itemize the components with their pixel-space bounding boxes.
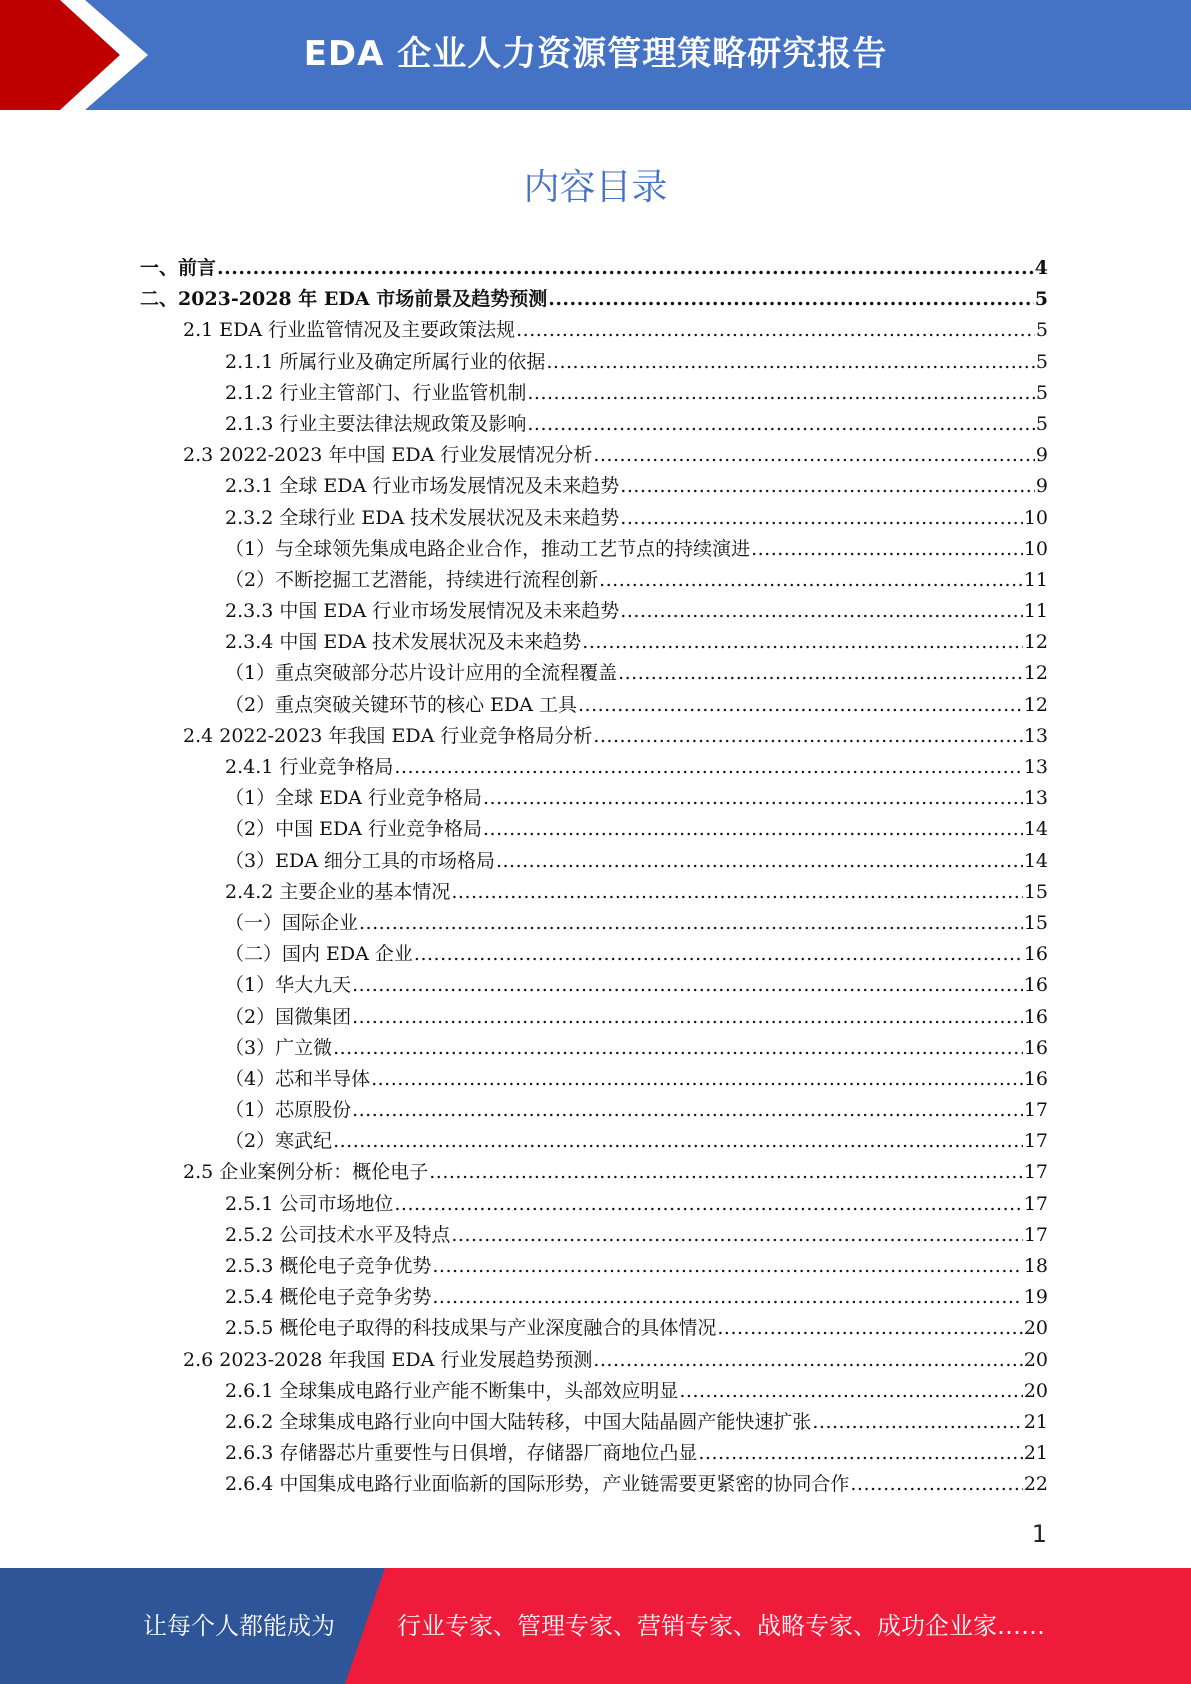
toc-entry-page: 12 [1023, 693, 1048, 716]
toc-entry-title: 2.5.2 公司技术水平及特点 [225, 1223, 451, 1246]
toc-entry-page: 17 [1023, 1130, 1048, 1153]
toc-entry[interactable] [140, 284, 1048, 315]
toc-entry-title: （2）不断挖掘工艺潜能，持续进行流程创新 [225, 568, 599, 591]
toc-entry-title: （2）寒武纪 [225, 1130, 333, 1153]
toc-dot-leader [352, 1006, 1023, 1028]
toc-entry-page: 21 [1023, 1442, 1048, 1465]
toc-entry-title: 2.4 2022-2023 年我国 EDA 行业竞争格局分析 [183, 724, 593, 747]
toc-entry-title: 2.6.4 中国集成电路行业面临新的国际形势，产业链需要更紧密的协同合作 [225, 1473, 850, 1496]
toc-entry-page: 22 [1023, 1473, 1048, 1496]
toc-entry[interactable] [140, 347, 1048, 378]
toc-entry-title: （二）国内 EDA 企业 [225, 943, 413, 966]
toc-entry-page: 10 [1023, 506, 1048, 529]
toc-entry-page: 20 [1023, 1317, 1048, 1340]
toc-entry-title: （1）重点突破部分芯片设计应用的全流程覆盖 [225, 662, 618, 685]
toc-entry[interactable] [140, 1282, 1048, 1313]
toc-dot-leader [483, 787, 1023, 809]
toc-entry[interactable] [140, 253, 1048, 284]
toc-dot-leader [618, 662, 1023, 684]
toc-entry-page: 20 [1023, 1379, 1048, 1402]
toc-entry-page: 17 [1023, 1223, 1048, 1246]
toc-entry-title: 2.3.3 中国 EDA 行业市场发展情况及未来趋势 [225, 600, 620, 623]
footer-slogan-right: 行业专家、管理专家、营销专家、战略专家、成功企业家…… [397, 1612, 1045, 1640]
toc-entry[interactable] [140, 409, 1048, 440]
toc-entry-title: 2.5.4 概伦电子竞争劣势 [225, 1286, 432, 1309]
toc-entry-page: 14 [1023, 818, 1048, 841]
page-footer [0, 1568, 1191, 1684]
toc-entry-page: 16 [1023, 1067, 1048, 1090]
page-number: 1 [1031, 1520, 1047, 1548]
toc-entry[interactable] [140, 1157, 1048, 1188]
toc-entry[interactable] [140, 1064, 1048, 1095]
toc-entry-page: 17 [1023, 1099, 1048, 1122]
toc-entry[interactable] [140, 939, 1048, 970]
toc-entry-page: 12 [1023, 662, 1048, 685]
toc-entry-page: 17 [1023, 1161, 1048, 1184]
toc-dot-leader [620, 475, 1035, 497]
toc-entry-page: 15 [1023, 880, 1048, 903]
toc-dot-leader [593, 725, 1022, 747]
toc-entry-page: 19 [1023, 1286, 1048, 1309]
toc-entry[interactable] [140, 783, 1048, 814]
toc-entry-page: 5 [1035, 350, 1048, 373]
toc-entry-title: 2.3 2022-2023 年中国 EDA 行业发展情况分析 [183, 444, 593, 467]
toc-entry-title: 2.6.1 全球集成电路行业产能不断集中，头部效应明显 [225, 1379, 679, 1402]
toc-entry-page: 21 [1023, 1410, 1048, 1433]
toc-entry-page: 20 [1023, 1348, 1048, 1371]
toc-entry[interactable] [140, 1126, 1048, 1157]
toc-dot-leader [548, 288, 1034, 310]
toc-entry[interactable] [140, 690, 1048, 721]
toc-entry[interactable] [140, 315, 1048, 346]
toc-entry-title: 2.5.3 概伦电子竞争优势 [225, 1255, 432, 1277]
toc-entry[interactable] [140, 596, 1048, 627]
toc-entry-page: 15 [1023, 911, 1048, 934]
toc-entry[interactable] [140, 1345, 1048, 1376]
toc-entry-page: 16 [1023, 1036, 1048, 1059]
toc-heading: 内容目录 [523, 167, 668, 208]
toc-entry[interactable] [140, 1376, 1048, 1407]
toc-dot-leader [717, 1317, 1022, 1339]
toc-dot-leader [483, 818, 1023, 840]
toc-entry-title: （2）重点突破关键环节的核心 EDA 工具 [225, 693, 577, 716]
toc-dot-leader [516, 319, 1035, 341]
toc-entry[interactable] [140, 1189, 1048, 1220]
toc-entry[interactable] [140, 1251, 1048, 1282]
toc-entry[interactable] [140, 970, 1048, 1001]
toc-entry[interactable] [140, 752, 1048, 783]
table-of-contents [140, 253, 1048, 1501]
toc-dot-leader [352, 974, 1023, 996]
toc-dot-leader [620, 600, 1023, 622]
toc-entry-title: （一）国际企业 [225, 911, 359, 934]
toc-entry[interactable] [140, 440, 1048, 471]
toc-entry-title: 2.3.2 全球行业 EDA 技术发展状况及未来趋势 [225, 506, 620, 529]
toc-entry[interactable] [140, 378, 1048, 409]
toc-entry[interactable] [140, 565, 1048, 596]
toc-entry-title: 2.1.1 所属行业及确定所属行业的依据 [225, 350, 546, 373]
toc-entry[interactable] [140, 658, 1048, 689]
toc-dot-leader [812, 1411, 1022, 1433]
toc-dot-leader [451, 1224, 1022, 1246]
toc-dot-leader [432, 1286, 1022, 1308]
toc-entry-page: 5 [1035, 319, 1048, 342]
toc-entry-title: 一、前言 [140, 257, 217, 279]
toc-entry[interactable] [140, 471, 1048, 502]
toc-dot-leader [751, 538, 1023, 560]
toc-entry-page: 13 [1023, 724, 1048, 747]
toc-entry-page: 5 [1034, 288, 1048, 311]
toc-entry-page: 9 [1035, 475, 1048, 498]
toc-entry-title: （1）华大九天 [225, 974, 352, 997]
toc-dot-leader [429, 1161, 1023, 1183]
toc-entry[interactable] [140, 877, 1048, 908]
footer-slogan-left: 让每个人都能成为 [143, 1612, 335, 1640]
toc-entry-title: 2.5 企业案例分析：概伦电子 [183, 1161, 429, 1184]
toc-dot-leader [451, 881, 1022, 903]
toc-dot-leader [546, 351, 1035, 373]
toc-entry-title: 2.4.2 主要企业的基本情况 [225, 880, 451, 903]
toc-entry[interactable] [140, 534, 1048, 565]
toc-entry[interactable] [140, 721, 1048, 752]
toc-entry[interactable] [140, 814, 1048, 845]
toc-entry-title: （2）中国 EDA 行业竞争格局 [225, 818, 482, 841]
toc-entry-title: 2.3.4 中国 EDA 技术发展状况及未来趋势 [225, 631, 582, 654]
toc-entry-page: 11 [1023, 600, 1048, 623]
toc-entry[interactable] [140, 1220, 1048, 1251]
toc-entry-page: 16 [1023, 1005, 1048, 1028]
toc-entry-title: 2.1.3 行业主要法律法规政策及影响 [225, 412, 527, 435]
toc-entry-title: 2.1 EDA 行业监管情况及主要政策法规 [183, 319, 516, 342]
toc-dot-leader [371, 1068, 1023, 1090]
toc-dot-leader [593, 444, 1035, 466]
toc-entry-page: 5 [1035, 381, 1048, 404]
toc-dot-leader [620, 507, 1023, 529]
toc-entry[interactable] [140, 908, 1048, 939]
toc-entry[interactable] [140, 1002, 1048, 1033]
toc-dot-leader [359, 912, 1023, 934]
toc-dot-leader [593, 1349, 1022, 1371]
toc-dot-leader [527, 413, 1035, 435]
toc-entry-page: 5 [1035, 412, 1048, 435]
toc-entry-title: 2.1.2 行业主管部门、行业监管机制 [225, 381, 527, 404]
toc-entry-title: （3）EDA 细分工具的市场格局 [225, 849, 495, 872]
toc-entry[interactable] [140, 1438, 1048, 1469]
toc-entry-title: 2.3.1 全球 EDA 行业市场发展情况及未来趋势 [225, 475, 620, 498]
toc-dot-leader [578, 694, 1023, 716]
toc-entry-title: 2.5.1 公司市场地位 [225, 1192, 394, 1215]
toc-entry-title: （3）广立微 [225, 1036, 333, 1059]
toc-dot-leader [698, 1442, 1022, 1464]
toc-dot-leader [333, 1037, 1023, 1059]
toc-entry-page: 11 [1023, 568, 1048, 591]
toc-entry[interactable] [140, 1313, 1048, 1344]
toc-entry[interactable] [140, 1407, 1048, 1438]
toc-entry-title: （2）国微集团 [225, 1005, 352, 1028]
toc-entry[interactable] [140, 1469, 1048, 1500]
toc-dot-leader [599, 569, 1023, 591]
toc-entry-title: 二、2023-2028 年 EDA 市场前景及趋势预测 [140, 288, 548, 311]
toc-entry-title: 2.6.3 存储器芯片重要性与日俱增，存储器厂商地位凸显 [225, 1442, 698, 1465]
toc-dot-leader [217, 257, 1034, 279]
page-header [0, 0, 1191, 110]
toc-dot-leader [352, 1099, 1023, 1121]
toc-entry-page: 16 [1023, 943, 1048, 966]
toc-entry-page: 16 [1023, 974, 1048, 997]
toc-entry-page: 4 [1034, 257, 1048, 279]
toc-entry-page: 12 [1023, 631, 1048, 654]
toc-entry[interactable] [140, 1095, 1048, 1126]
toc-entry-page: 9 [1035, 444, 1048, 467]
toc-dot-leader [394, 756, 1022, 778]
toc-dot-leader [850, 1473, 1022, 1495]
toc-entry-page: 10 [1023, 537, 1048, 560]
toc-entry-title: （4）芯和半导体 [225, 1067, 371, 1090]
toc-entry-title: 2.6 2023-2028 年我国 EDA 行业发展趋势预测 [183, 1348, 593, 1371]
toc-entry[interactable] [140, 503, 1048, 534]
toc-entry-title: 2.5.5 概伦电子取得的科技成果与产业深度融合的具体情况 [225, 1317, 717, 1340]
toc-entry[interactable] [140, 846, 1048, 877]
toc-entry-page: 17 [1023, 1192, 1048, 1215]
toc-entry-title: 2.4.1 行业竞争格局 [225, 756, 394, 778]
toc-entry-title: （1）全球 EDA 行业竞争格局 [225, 787, 482, 810]
toc-dot-leader [432, 1255, 1022, 1277]
toc-dot-leader [582, 631, 1023, 653]
toc-dot-leader [527, 382, 1035, 404]
toc-entry[interactable] [140, 1033, 1048, 1064]
toc-entry-title: 2.6.2 全球集成电路行业向中国大陆转移，中国大陆晶圆产能快速扩张 [225, 1410, 812, 1433]
toc-entry-title: （1）与全球领先集成电路企业合作，推动工艺节点的持续演进 [225, 537, 751, 560]
toc-entry-page: 13 [1023, 787, 1048, 810]
toc-dot-leader [394, 1193, 1022, 1215]
toc-dot-leader [496, 850, 1023, 872]
toc-entry-page: 18 [1023, 1255, 1048, 1277]
toc-dot-leader [679, 1380, 1022, 1402]
toc-dot-leader [414, 943, 1023, 965]
toc-entry-page: 14 [1023, 849, 1048, 872]
toc-entry-page: 13 [1023, 756, 1048, 778]
toc-dot-leader [333, 1130, 1023, 1152]
report-title: EDA 企业人力资源管理策略研究报告 [303, 34, 888, 74]
toc-entry[interactable] [140, 627, 1048, 658]
toc-entry-title: （1）芯原股份 [225, 1099, 352, 1122]
